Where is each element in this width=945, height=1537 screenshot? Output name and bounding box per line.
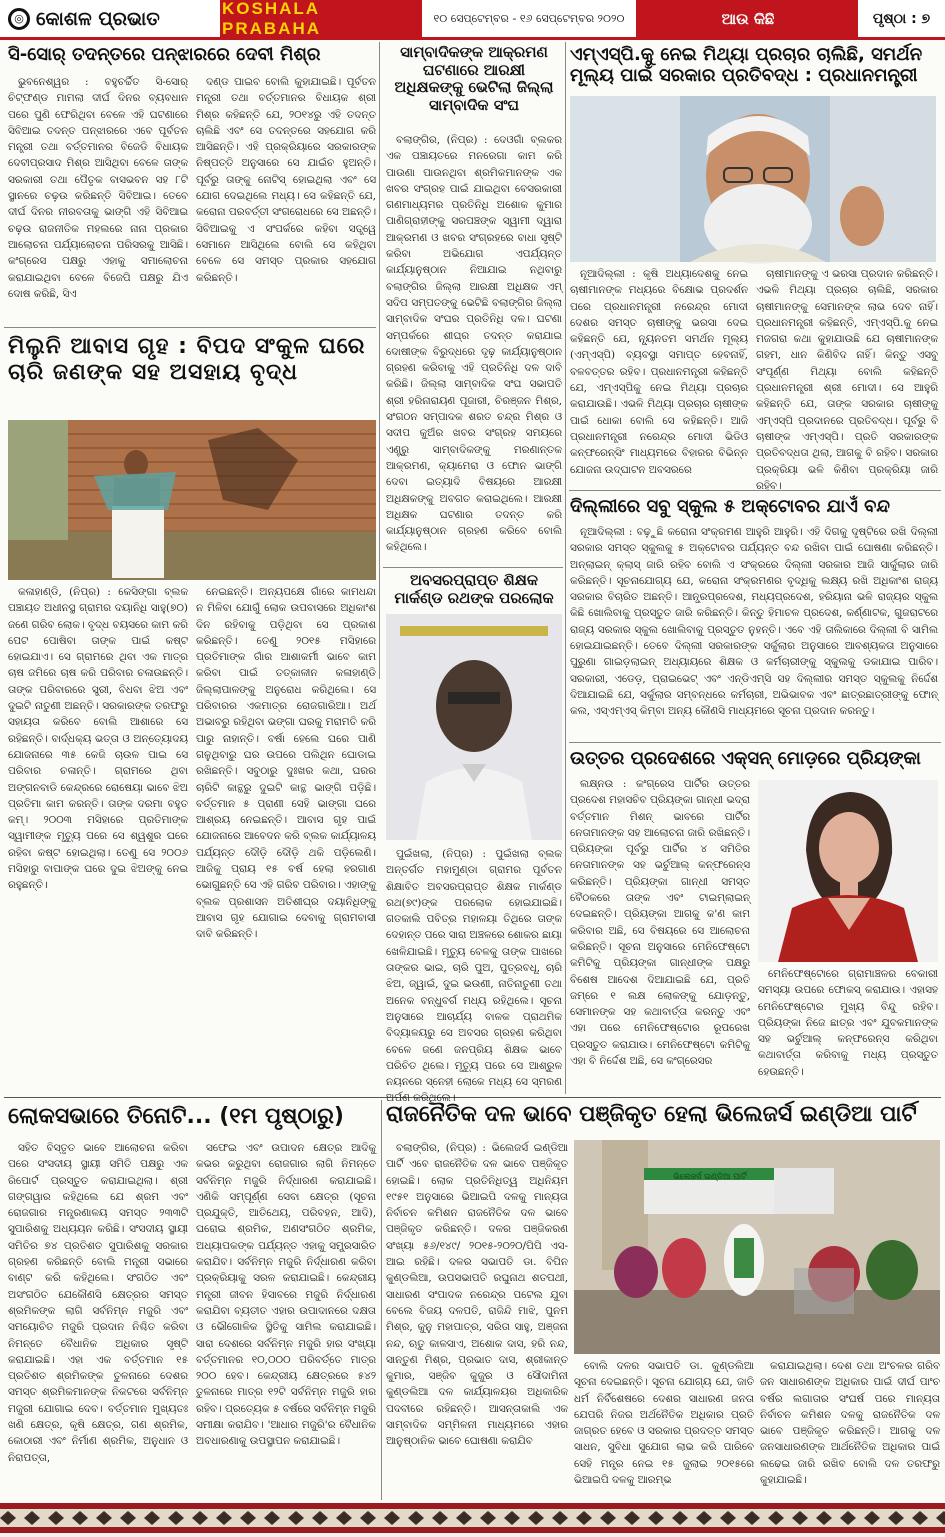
article-paragraph: ନେଇଛନ୍ତି। ଅନ୍ୟପକ୍ଷେ ଗାଁରେ କାମଧନ୍ଦା ନ ମିଳିବା ଯୋଗୁଁ ଲୋକ ଉପବାସରେ ଅଧିକାଂଶ ଦିନ ରହିବାକୁ ପଡ଼ିଥିବା ସେ ପ୍ରକାଶ କରିଛନ୍ତି। ତେଣୁ ୨୦୧୫ ମସିହାରେ ପ୍ରତିମାଙ୍କ ଗାଁର ଆଶାକର୍ମୀ ଭାବେ କାମ କରିବା ପାଇଁ ତତ୍କାଳୀନ କଳାହାଣ୍ଡି ଜିଲ୍ଲାପାଳଙ୍କୁ ଅନୁରୋଧ କରିଥିଲେ। ସେ ପରିବାରର ଏକମାତ୍ର ରୋଜଗାରିଆ। ଅର୍ଥ ଅଭାବରୁ ରହିଥିବା ଭଙ୍ଗା ଘରକୁ ମରାମତି କରି ପାରୁ ନାହାନ୍ତି। ବର୍ଷା ହେଲେ ଘରେ ପାଣି ଗଳୁଥିବାରୁ ଘର ଉପରେ ପଲିଥିନ ଘୋଡାଇ ରଖିଛନ୍ତି। ସବୁଠାରୁ ଦୁଃଖର କଥା, ଘରର ଚାରିଟି କାନ୍ଥରୁ ଦୁଇଟି କାନ୍ଥ ଭାଙ୍ଗି ପଡ଼ିଛି। ବର୍ତ୍ତମାନ ୫ ପ୍ରାଣୀ ସେହି ଭାଙ୍ଗା ଘରେ ଆଶ୍ରୟ ନେଇଛନ୍ତି। ଆବାସ ଗୃହ ପାଇଁ ଯୋଜନାରେ ଆବେଦନ କରି ବ୍ଲକ କାର୍ଯ୍ୟାଳୟ ପର୍ଯ୍ୟନ୍ତ ଦୌଡ଼ି ଦୌଡ଼ି ଥକି ପଡ଼ିଲେଣି। ଆଜିକୁ ପ୍ରାୟ ୧୫ ବର୍ଷ ହେଲା ହରଗାଣ ଭୋଗୁଛନ୍ତି ସେ ଏହି ଗରିବ ପରିବାର। ଏହାଙ୍କୁ ବ୍ଲକ ପ୍ରଶାସନ ଅତିଶୀଘ୍ର ଦୟାନିଧିଙ୍କୁ ଆବାସ ଗୃହ ଯୋଗାଇ ଦେବାକୁ ଗ୍ରାମବାସୀ ଦାବି କରିଛନ୍ତି। — [196, 586, 376, 941]
headline: ଦିଲ୍ଲୀରେ ସବୁ ସ୍କୁଲ ୫ ଅକ୍ଟୋବର ଯାଏଁ ବନ୍ଦ — [570, 496, 890, 517]
article-body — [196, 584, 376, 1096]
article-paragraph: ସଫେଇ ଏବଂ ଉପାଦନ କ୍ଷେତ୍ର ଆଦିକୁ କଭର କରୁଥିବା ରୋଜଗାର ଲାଗି ନିମନ୍ତେ ସର୍ବନିମ୍ନ ମଜୁରି ନିର୍ଦ୍ଧାରଣ କରାଯାଇଛି। ଏଣିକି ସମ୍ପୂର୍ଣ୍ଣ ସେବା କ୍ଷେତ୍ର (ସୂଚନା ପ୍ରଯୁକ୍ତି, ଆତିଥେୟ, ପରିବହନ, ଆଦି), ଘରୋଇ ଶ୍ରମିକ, ଅଣସଂଗଠିତ ଶ୍ରମିକ, ଅଧ୍ୟାପକଙ୍କ ପର୍ଯ୍ୟନ୍ତ ଏହାକୁ ସମ୍ପ୍ରସାରିତ କରାଯିବ। ସର୍ବନିମ୍ନ ମଜୁରି ନିର୍ଦ୍ଧାରଣ କରିବା ପ୍ରକ୍ରିୟାକୁ ସରଳ କରାଯାଇଛି। କେନ୍ଦ୍ରୀୟ ମନ୍ତ୍ରୀ ଜୀବନ ହିସାବରେ ମଜୁରି ନିର୍ଦ୍ଧାରଣ କରାଯିବା ବ୍ୟତୀତ ଏହାର ଉପାଦାନରେ ଦକ୍ଷତା ଓ ଭୌଗୋଳିକ ସ୍ଥିତିକୁ ସାମିଲ କରାଯାଇଛି। ସାରା ଦେଶରେ ସର୍ବନିମ୍ନ ମଜୁରି ହାର ସଂଖ୍ୟା ବର୍ତ୍ତମାନର ୧୦,୦୦୦ ପରିବର୍ତ୍ତେ ମାତ୍ର ୨୦୦ ହେବ। କେନ୍ଦ୍ରୀୟ କ୍ଷେତ୍ରରେ ୫୪୨ ତୁଳନାରେ ମାତ୍ର ୧୨ଟି ସର୍ବନିମ୍ନ ମଜୁରି ହାର ରହିବ। ପ୍ରତ୍ୟେକ ୫ ବର୍ଷରେ ସର୍ବନିମ୍ନ ମଜୁରି ସମୀକ୍ଷା କରାଯିବ। 'ଆଧାର ମଜୁରି'ର ବୈଧାନିକ ଅବଧାରଣାକୁ ଉପସ୍ଥାପନ କରାଯାଇଛି। — [196, 1142, 376, 1448]
article-paragraph: ମେନିଫେଷ୍ଟୋରେ ଗ୍ରାମାଞ୍ଚଳର ବେକାରୀ ସମସ୍ୟା ଉପରେ ଫୋକସ୍ କରାଯାଉ। ଏହାସହ ମେନିଫେଷ୍ଟୋର ମୁଖ୍ୟ ବିନ୍ଦୁ ରହିବ। ପ୍ରିୟଙ୍କା ନିଜେ ଛାତ୍ର ଏବଂ ଯୁବକମାନଙ୍କ ସହ ଭର୍ଚୁଆଲ୍ କନ୍‌ଫରେନ୍ସ କରିଥିବା କଥାବାର୍ତ୍ତା କରିବାକୁ ମଧ୍ୟ ପ୍ରସ୍ତୁତ ହେଉଛନ୍ତି। — [758, 968, 938, 1078]
article-paragraph: କଳାହାଣ୍ଡି, (ନିପ୍ର) : କେସିଙ୍ଗା ବ୍ଲକ ପଞ୍ଚାୟତ ଅଧୀନସ୍ଥ ଗ୍ରାମର ଦୟାନିଧି ସାହୁ(୭୦) ଜଣେ ଗରିବ ଲୋକ। ବୃଦ୍ଧ ବୟସରେ କାମ କରି ପେଟ ପୋଷିବା ତାଙ୍କ ପାଇଁ କଷ୍ଟ ହୋଇଯାଏ। ସେ ଗ୍ରାମରେ ଥିବା ଏକ ମାତ୍ର ଚାଷ ଜମିରେ ଚାଷ କରି ପରିବାର ଚଳାଉଛନ୍ତି। ତାଙ୍କ ପରିବାରରେ ସ୍ତ୍ରୀ, ବିଧବା ଝିଅ ଏବଂ ଦୁଇଟି ନାତୁଣୀ ଅଛନ୍ତି। ସରକାରଙ୍କ ତରଫରୁ ସହାୟତା କରିବେ ବୋଲି ଆଶାରେ ସେ ରହିଛନ୍ତି। ବାର୍ଦ୍ଧକ୍ୟ ଭତ୍ତା ଓ ଅନ୍ତ୍ୟୋଦୟ ଯୋଜନାରେ ୩୫ କେଜି ଚାଉଳ ପାଇ ସେ ପରିବାର ଚଳାନ୍ତି। ଗ୍ରାମରେ ଥିବା ଅଙ୍ଗନବାଡି କେନ୍ଦ୍ରରେ ରୋଷେୟା ଭାବେ ଝିଅ ପ୍ରତିମା କାମ କରନ୍ତି। ତାଙ୍କ ଦରମା ବହୁତ କମ୍। ୨୦୦୩ ମସିହାରେ ପ୍ରତିମାଙ୍କ ସ୍ୱାମୀଙ୍କ ମୃତ୍ୟୁ ପରେ ସେ ଶ୍ୱଶୁର ଘରେ ରହିବା କଷ୍ଟ ହୋଇଥିଲା। ତେଣୁ ସେ ୨୦୦୬ ମସିହାରୁ ବାପାଙ୍କ ଘରେ ଦୁଇ ଝିଅଙ୍କୁ ନେଇ ରହୁଛନ୍ତି। — [8, 586, 188, 892]
article-paragraph: ବୋଲି ଦଳର ସଭାପତି ଡା. କୁଣ୍ଡଲିଆ ସୂଚନା ଦେଇଛନ୍ତି। ସୂଚନା ଯୋଗ୍ୟ ଯେ, ଜାତି ଧର୍ମ ନିର୍ବିଶେଷରେ ଦେଶର ସାଧାରଣ ଜନତା ଯେପରି ନିଜର ଅର୍ଥନୈତିକ ଅଧିକାର ପ୍ରତି ଜାଗ୍ରତ ହେବେ ଓ ସରକାର ପ୍ରଦତ୍ତ ସମସ୍ତ ସାଧନ, ସୁବିଧା ସୁଯୋଗ ଲାଭ କରି ପାରିବେ ସେହି ମନ୍ତ୍ର ନେଇ ୧୫ ଜୁଲାଇ ୨୦୧୫ରେ ଭିଆଇପି ଦଳକୁ ଆରମ୍ଭ — [574, 1360, 754, 1487]
article-paragraph: ପୁଇଁଖଲା, (ନିପ୍ର) : ପୁଇଁଖଲା ବ୍ଲକ ଅନ୍ତର୍ଗତ ମହାମୁଣ୍ଡା ଗ୍ରାମର ପୂର୍ବତନ ଶିକ୍ଷାବିତ ଅବସରପ୍ରାପ୍ତ ଶିକ୍ଷକ ମାର୍କଣ୍ଡ ରଥ(୭୯)ଙ୍କ ପରଲୋକ ହୋଇଯାଇଛି। ଗତକାଲି ପବିତ୍ର ମହାଳୟା ତିଥିରେ ତାଙ୍କ ଦେହାନ୍ତ ପରେ ସାରା ଅଞ୍ଚଳରେ ଶୋକର ଛାୟା ଖେଳିଯାଇଛି। ମୃତ୍ୟୁ ବେଳକୁ ତାଙ୍କ ପାଖରେ ତାଙ୍କର ଭାଇ, ଚାରି ପୁଅ, ପୁତ୍ରବଧୂ, ଚାରି ଝିଅ, ଜ୍ୱାଇଁ, ଦୁଇ ଭଉଣୀ, ନାତିନାତୁଣୀ ତଥା ଅନେକ ବନ୍ଧୁବର୍ଗ ମଧ୍ୟ ରହିଥିଲେ। ସୂଚନା ଅନୁସାରେ ଆଚାର୍ଯ୍ୟ ବାଳକ ପ୍ରାଥମିକ ବିଦ୍ୟାଳୟରୁ ସେ ଅବସର ଗ୍ରହଣ କରିଥିବା ବେଳେ ଜଣେ ଜନପ୍ରିୟ ଶିକ୍ଷକ ଭାବେ ପରିଚିତ ଥିଲେ। ମୃତ୍ୟୁ ପରେ ସେ ଆଶ୍ରୁଳ ନୟନରେ ସ୍ନେହୀ ଲୋକେ ମଧ୍ୟ ସେ ସ୍ମରଣ ଅର୍ପଣ କରିଥିଲେ। — [386, 848, 562, 1105]
row-rule — [4, 327, 376, 328]
column-rule — [379, 42, 380, 679]
article-paragraph: ଲକ୍ଷ୍ନଉ : କଂଗ୍ରେସ ପାର୍ଟିର ଉତ୍ତର ପ୍ରଦେଶ ମହାସଚିବ ପ୍ରିୟଙ୍କା ଗାନ୍ଧୀ ଭଦ୍ରା ବର୍ତ୍ତମାନ ମିଶନ୍ ଭାବରେ ପାର୍ଟିର ନେତାମାନଙ୍କ ସହ ଆଲୋଚନା ଜାରି ରଖିଛନ୍ତି। ପ୍ରିୟଙ୍କା ପୂର୍ବରୁ ପାର୍ଟିର ୪ ସମିତିର ନେତାମାନଙ୍କ ସହ ଭର୍ଚୁଆଲ୍ କନ୍‌ଫରେନ୍ସ କରିଛନ୍ତି। ପ୍ରିୟଙ୍କା ଗାନ୍ଧୀ ସମସ୍ତ ବୈଠକରେ ତାଙ୍କ ଏବଂ ଟାଇମ୍‌ଲାଇନ୍ ଦେଇଛନ୍ତି। ପ୍ରିୟଙ୍କା ଆଗକୁ କ'ଣ କାମ କରିବାର ଅଛି, ସେ ବିଷୟରେ ସେ ଆଲୋଚନା କରିଛନ୍ତି। ସୂଚନା ଅନୁସାରେ ମେନିଫେଷ୍ଟୋ କମିଟିକୁ ପ୍ରିୟଙ୍କା ଗାନ୍ଧୀଙ୍କ ପକ୍ଷରୁ ବିଶେଷ ଆଦେଶ ଦିଆଯାଇଛି ଯେ, ପ୍ରତି ଜମ୍‌ରେ ୧ ଲକ୍ଷ ଲୋକଙ୍କୁ ଯୋଡ଼ନ୍ତୁ, ସେମାନଙ୍କ ସହ କଥାବାର୍ତ୍ତା କରନ୍ତୁ ଏବଂ ଏହା ପରେ ମେନିଫେଷ୍ଟୋର ରୂପରେଖ ପ୍ରସ୍ତୁତ କରାଯାଉ। ମେନିଫେଷ୍ଟୋ କମିଟିକୁ ଏହା ବି ନିର୍ଦ୍ଦେଶ ଅଛି, ସେ କଂଗ୍ରେସର — [570, 778, 750, 1068]
section-name: ଆଉ କିଛି — [638, 0, 858, 37]
article-body — [760, 1358, 940, 1500]
masthead-title: KOSHALA PRABAHA — [222, 0, 422, 37]
column-rule — [381, 1100, 382, 1500]
headline: ସାମ୍ବାଦିକଙ୍କ ଆକ୍ରମଣ ଘଟଣାରେ ଆରକ୍ଷୀ ଅଧିକ୍ଷକଙ୍କୁ ଭେଟିଲା ଜିଲ୍ଲା ସାମ୍ବାଦିକ ସଂଘ — [394, 43, 554, 115]
article-paragraph: ସହିତ ବିସ୍ତୃତ ଭାବେ ଆଲୋଚନା କରିବା ପରେ ସଂସଦୀୟ ସ୍ଥାୟୀ ସମିତି ପକ୍ଷରୁ ଏକ ରିପୋର୍ଟ ପ୍ରସ୍ତୁତ କରାଯାଇଥିଲା। ଶ୍ରୀ ଗଙ୍ଗୱାର କହିଥିଲେ ଯେ ଶ୍ରମ ଏବଂ ରୋଜଗାର ମନ୍ତ୍ରଣାଳୟ ସମସ୍ତ ୨୩୩ଟି ସୁପାରିଶକୁ ଅଧ୍ୟୟନ କରିଛି। ସଂସଦୀୟ ସ୍ଥାୟୀ ସମିତିର ୭୪ ପ୍ରତିଶତ ସୁପାରିଶକୁ ସରକାର ଗ୍ରହଣ କରିଛନ୍ତି ବୋଲି ମନ୍ତ୍ରୀ ସଭାରେ ବାଣ୍ଟ କରି କହିଥିଲେ। ସଂଗଠିତ ଏବଂ ଅସଂଗଠିତ ଯେକୌଣସି କ୍ଷେତ୍ରର ସମସ୍ତ ଶ୍ରମିକଙ୍କ ଲାଗି ସର୍ବନିମ୍ନ ମଜୁରି ଏବଂ ସମୟୋଚିତ ମଜୁରି ପ୍ରଦାନ ନିଶ୍ଚିତ କରିବା ନିମନ୍ତେ ବୈଧାନିକ ଅଧିକାର ସୃଷ୍ଟି କରାଯାଇଛି। ଏହା ଏକ ବର୍ତ୍ତମାନ ୧୫ ପ୍ରତିଶତ ଶ୍ରମିକଙ୍କ ତୁଳନାରେ ଦେଶର ସମସ୍ତ ଶ୍ରମିକମାନଙ୍କ ନିକଟରେ ସର୍ବନିମ୍ନ ମଜୁରୀ ଯୋଗାଇ ଦେବ। ବର୍ତ୍ତମାନ ମୁଖ୍ୟତଃ ଖଣି କ୍ଷେତ୍ର, କୃଷି କ୍ଷେତ୍ର, ଗଣ ଶ୍ରମିକ, କୋଠାରୀ ଏବଂ ନିର୍ମାଣ ଶ୍ରମିକ, ଅନୁଧାନ ଓ ନିରାପତ୍ତା, — [8, 1142, 188, 1464]
masthead — [0, 0, 945, 40]
obituary-portrait-image — [386, 614, 562, 840]
row-rule — [383, 567, 563, 568]
article-paragraph: ଦଣ୍ଡ ପାଇବ ବୋଲି କୁହାଯାଇଛି। ପୂର୍ବତନ ମନ୍ତ୍ରୀ ତଥା ବର୍ତ୍ତମାନର ବିଧାୟକ ଶ୍ରୀ ମିଶ୍ର କହିଛନ୍ତି ଯେ, ୨୦୧୪ରୁ ଏହି ତଦନ୍ତ ଚାଲିଛି ଏବଂ ସେ ତଦନ୍ତରେ ସହଯୋଗ କରି ଆସିଛନ୍ତି। ଏହି ପ୍ରକ୍ରିୟାରେ ସରକାରଙ୍କ ନିଷ୍ପତ୍ତି ଅନୁସାରେ ସେ ଯାଇଁଚ ହୁଅନ୍ତି। ପୂର୍ବରୁ ତାଙ୍କୁ ନୋଟିସ୍ ହୋଇଥିଲା ଏବଂ ସେ ଯୋଗ ଦେଇଥିଲେ ମଧ୍ୟ। ସେ କହିଛନ୍ତି ଯେ, କରୋନା ପରବର୍ତ୍ତୀ ସଂଗରୋଧରେ ସେ ଅଛନ୍ତି। ସିବିଆଇକୁ ଏ ସଂପର୍କରେ କହିବା ସତ୍ତ୍ୱେ ସେମାନେ ଆସିଥିଲେ ବୋଲି ସେ କହିଥିବା ବେଳେ ସେ ସମସ୍ତ ପ୍ରକାର ସହଯୋଗ କରିଛନ୍ତି। — [196, 76, 376, 284]
headline: ଏମ୍‌ଏସ୍‌ପି.କୁ ନେଇ ମିଥ୍ୟା ପ୍ରଚାର ଚାଲିଛି, ସମର୍ଥନ ମୂଲ୍ୟ ପାଇଁ ସରକାର ପ୍ରତିବଦ୍ଧ : ପ୍ରଧାନମନ୍ତ୍ରୀ — [570, 44, 923, 87]
emblem-icon: ◎ — [8, 8, 30, 30]
article-body — [758, 966, 938, 1094]
article-body — [196, 74, 376, 324]
headline: ସି-ସୋର୍ ତଦନ୍ତରେ ପନ୍ଝାରରେ ଦେବୀ ମିଶ୍ର — [8, 44, 321, 65]
priyanka-photo-image — [758, 780, 938, 962]
article-body — [756, 266, 938, 492]
priyanka-photo — [758, 780, 938, 962]
headline: ଅବସରପ୍ରାପ୍ତ ଶିକ୍ଷକ ମାର୍କଣ୍ଡ ରଥଙ୍କ ପରଲୋକ — [394, 571, 554, 607]
article-body — [570, 776, 750, 1094]
article-body — [570, 266, 748, 488]
article-body — [574, 1358, 754, 1500]
article-body — [386, 1140, 568, 1500]
pm-photo — [570, 96, 936, 262]
article-body — [196, 1140, 376, 1500]
issue-date: ୧୦ ସେପ୍ଟେମ୍ବର - ୧୬ ସେପ୍ଟେମ୍ବର ୨୦୨୦ — [422, 0, 638, 37]
article-paragraph: କରାଯାଇଥିଲା। ଦେଶ ତଥା ଅଂଚଳର ଗରିବ ଜନ ସାଧାରଣଙ୍କ ଅଧିକାର ପାଇଁ ଦୀର୍ଘ ପାଂଚ ବର୍ଷର ଲଗାତାର ସଂଘର୍ଷ ପରେ ମାନ୍ୟତା ନିର୍ବାଚନ କମିଶନ ଦଳକୁ ରାଜନୈତିକ ଦଳ ଭାବେ ପଞ୍ଜିକୃତ କରିଛନ୍ତି। ଆଗକୁ ଦଳ ଜନସାଧାରଣଙ୍କ ଆର୍ଥନୈତିକ ଅଧିକାର ପାଇଁ ଲଢେଇ ଜାରି ରଖିବ ବୋଲି ଦଳ ତରଫରୁ କୁହାଯାଇଛି। — [760, 1360, 940, 1487]
row-rule — [569, 742, 941, 743]
logo-text: କୋଶଳ ପ୍ରଭାତ — [36, 7, 160, 30]
house-photo-image — [8, 420, 376, 580]
footer-decoration — [0, 1503, 945, 1533]
masthead-logo — [0, 0, 222, 37]
column-rule — [565, 42, 566, 1094]
article-body — [570, 524, 938, 740]
article-body — [8, 74, 188, 324]
pm-photo-image — [570, 96, 936, 262]
party-meeting-photo — [574, 1140, 940, 1354]
article-body — [386, 846, 562, 1105]
article-paragraph: ନୂଆଦିଲ୍ଲୀ : କୃଷି ଅଧ୍ୟାଦେଶକୁ ନେଇ ଚାଷୀମାନଙ୍କ ମଧ୍ୟରେ ବିକ୍ଷୋଭ ପ୍ରଦର୍ଶନ ପରେ ପ୍ରଧାନମନ୍ତ୍ରୀ ନରେନ୍ଦ୍ର ମୋଦୀ ଦେଶର ସମସ୍ତ ଚାଷୀଙ୍କୁ ଭରସା ଦେଇ କହିଛନ୍ତି ଯେ, ନ୍ୟୂନତମ ସମର୍ଥନ ମୂଲ୍ୟ (ଏମ୍‌ଏସ୍‌ପି) ବ୍ୟବସ୍ଥା ସମାପ୍ତ ହେବନାହିଁ, ବଳବତ୍ତର ରହିବ। ପ୍ରଧାନମନ୍ତ୍ରୀ କହିଛନ୍ତି ଯେ, ଏମ୍‌ଏସ୍‌ପିକୁ ନେଇ ମିଥ୍ୟା ପ୍ରଚାର କରାଯାଉଛି। ଏଭଳି ମିଥ୍ୟା ପ୍ରଚାର ଚାଷୀଙ୍କ ପାଇଁ ଧୋକା ବୋଲି ସେ କହିଛନ୍ତି। ଆଜି ପ୍ରଧାନମନ୍ତ୍ରୀ ନରେନ୍ଦ୍ର ମୋଦୀ ଭିଡିଓ କନ୍‌ଫରେନ୍ସିଂ ମାଧ୍ୟମରେ ବିହାରର ବିଭିନ୍ନ ଯୋଜନା ଉଦ୍‌ଘାଟନ ଅବସରରେ — [570, 268, 748, 476]
headline: ମିଲୁନି ଆବାସ ଗୃହ : ବିପଦ ସଂକୁଳ ଘରେ ଚାରି ଜଣଙ୍କ ସହ ଅସହାୟ ବୃଦ୍ଧ — [8, 334, 366, 385]
pattern-border-icon — [0, 1503, 945, 1533]
article-paragraph: ବଲାଙ୍ଗିର, (ନିପ୍ର) : ଭିଲେଜର୍ସ ଇଣ୍ଡିଆ ପାର୍ଟି ଏବେ ରାଜନୈତିକ ଦଳ ଭାବେ ପଞ୍ଜିକୃତ ହୋଇଛି। ଲୋକ ପ୍ରତିନିଧିତ୍ୱ ଅଧିନିୟମ ୧୯୫୧ ଅନୁସାରେ ଭିଆଇପି ଦଳକୁ ମାନ୍ୟତା ନିର୍ବାଚନ କମିଶନ ରାଜନୈତିକ ଦଳ ଭାବେ ପଞ୍ଜିକୃତ କରିଛନ୍ତି। ଦଳର ପଞ୍ଜିକରଣ ସଂଖ୍ୟା ୫୬/୧୪୯/ ୨୦୧୫-୨୦୨୦/ପିପି ଏସ-ଆଇ ରହିଛି। ଦଳର ସଭାପତି ଡା. ବିପିନ କୁଣ୍ଡଲିଆ, ଉପସଭାପତି ରଘୁନାଥ ଶତପଥୀ, ସାଧାରଣ ସଂପାଦକ ନରେନ୍ଦ୍ର ପଟେଲ ଯୁବା ବେଲେ ବିଜୟ ଦଳପତି, ରାଜିନ୍ଦି ମାଝି, ପୁନମ ମିଶ୍ର, କୁନୁ ମହାପାତ୍ର, ସରିତା ସାହୁ, ଅଞ୍ଜନା ନନ୍ଦ, ଋତୁ କାଳସାଏ, ଅଶୋକ ଦାସ, ହରି ନନ୍ଦ, ସାନ୍ତୁଣ ମିଶ୍ର, ପ୍ରଭାତ ଦାସ, ଶ୍ରୀକାନ୍ତ କୁମାର, ସଞ୍ଜିବ କୁଜୁର ଓ ସୌଦାମିନୀ କୁଣ୍ଡଲିଆ ଦଳ କାର୍ଯ୍ୟାଳୟର ଅଧିକାରିକ ପଦବୀରେ ରହିଛନ୍ତି। ଆସନ୍ତାକାଲି ଏକ ସାମ୍ବାଦିକ ସମ୍ମିଳନୀ ମାଧ୍ୟମରେ ଏହାର ଆନୁଷ୍ଠାନିକ ଭାବେ ଘୋଷଣା କରାଯିବ — [386, 1142, 568, 1448]
page-number: ପୃଷ୍ଠା : ୭ — [858, 0, 945, 37]
article-body — [8, 584, 188, 1096]
headline: ଉତ୍ତର ପ୍ରଦେଶରେ ଏକ୍ସନ୍ ମୋଡ଼ରେ ପ୍ରିୟଙ୍କା — [570, 748, 921, 769]
article-paragraph: ଚାଷୀମାନଙ୍କୁ ଏ ଭରସା ପ୍ରଦାନ କରିଛନ୍ତି। ଏଭଳି ମିଥ୍ୟା ପ୍ରଚାର ଚାଲିଛି, ସରକାର ଚାଷୀମାନଙ୍କୁ ସେମାନଙ୍କ ଲାଭ ଦେବ ନାହିଁ। ପ୍ରଧାନମନ୍ତ୍ରୀ କହିଛନ୍ତି, ଏମ୍‌ଏସ୍‌ପି.କୁ ନେଇ ମଜଗରା କଥା କୁହାଯାଉଛି ଯେ ଚାଷୀମାନଙ୍କ ଗହମ, ଧାନ କିଣିବିଦ ନାହିଁ। କିନ୍ତୁ ଏସବୁ ସଂପୂର୍ଣ୍ଣ ମିଥ୍ୟା ବୋଲି କହିଛନ୍ତି ପ୍ରଧାନମନ୍ତ୍ରୀ ଶ୍ରୀ ମୋଦୀ। ସେ ଆହୁରି କହିଛନ୍ତି ଯେ, ତାଙ୍କ ସରକାର ଚାଷୀଙ୍କୁ ଏମ୍‌ଏସ୍‌ପି ପ୍ରଦାନରେ ପ୍ରତିବଦ୍ଧ। ପୂର୍ବରୁ ବି ଚାଷୀଙ୍କ ଏମ୍‌ଏସ୍‌ପି। ପ୍ରତି ସରକାରଙ୍କ ପ୍ରତିବଦ୍ଧତା ଥିଲା, ଆଗକୁ ବି ରହିବ। ସରକାର ପ୍ରକ୍ରିୟା ଭଳି କିଣିବା ପ୍ରକ୍ରିୟା ଜାରି ରହିବ। — [756, 268, 938, 492]
article-paragraph: ବଲାଙ୍ଗିର, (ନିପ୍ର) : ଦେଓଗାଁ ବ୍ଲକର ଏକ ପଞ୍ଚାୟତରେ ମନରେଗା କାମ କରି ପାଉଣା ପାଉନଥିବା ଶ୍ରମିକମାନଙ୍କ ଏକ ଖବର ସଂଗ୍ରହ ପାଇଁ ଯାଇଥିବା ବେସରକାରୀ ଗଣମାଧ୍ୟମର ପ୍ରତିନିଧି ଅଶୋକ କୁମାର ପାଣିଗ୍ରାହୀଙ୍କୁ ସରପଞ୍ଚଙ୍କ ସ୍ୱାମୀ ଦ୍ୱାରା ଆକ୍ରମଣ ଓ ଖବର ସଂଗ୍ରହରେ ବାଧା ସୃଷ୍ଟି କରିବା ଅଭିଯୋଗ ଏପର୍ଯ୍ୟନ୍ତ କାର୍ଯ୍ୟାନୁଷ୍ଠାନ ନିଆଯାଇ ନଥିବାରୁ ବଲାଙ୍ଗିର ଜିଲ୍ଲା ଆରକ୍ଷୀ ଅଧିକ୍ଷକ ଏମ୍ ସଦିପ ସମ୍ପତଙ୍କୁ ଭେଟିଛି ବଲାଙ୍ଗିର ଜିଲ୍ଲା ସାମ୍ବାଦିକ ସଂଘର ପ୍ରତିନିଧି ଦଳ। ଘଟଣା ସମ୍ପର୍କରେ ଶୀଘ୍ର ତଦନ୍ତ କରାଯାଇ ଦୋଷୀଙ୍କ ବିରୁଦ୍ଧରେ ଦୃଢ଼ କାର୍ଯ୍ୟାନୁଷ୍ଠାନ ଗ୍ରହଣ କରିବାକୁ ଏହି ପ୍ରତିନିଧି ଦଳ ଦାବି କରିଛି। ଜିଲ୍ଲା ସାମ୍ବାଦିକ ସଂଘ ସଭାପତି ଶ୍ରୀ ହରିନାରାୟଣ ପୂଜାରୀ, ଚିରଞ୍ଜନ ମିଶ୍ର, ସଂଗଠନ ସମ୍ପାଦକ ଶରତ ଚନ୍ଦ୍ର ମିଶ୍ର ଓ ସଦୀପ କୁଅଁର ଖବର ସଂଗ୍ରହ ସମୟରେ ଏଣ୍ଟ୍ରୁ ସାମ୍ବାଦିକଙ୍କୁ ମରଣାନ୍ତକ ଆକ୍ରମଣ, କ୍ୟାମେରା ଓ ଫୋନ ଭାଙ୍ଗି ଦେବା ଇତ୍ୟାଦି ବିଷୟରେ ଆରକ୍ଷୀ ଅଧିକ୍ଷକଙ୍କୁ ଅବଗତ କରାଇଥିଲେ। ଆରକ୍ଷୀ ଅଧିକ୍ଷକ ଘଟଣାର ତଦନ୍ତ କରି କାର୍ଯ୍ୟାନୁଷ୍ଠାନ ଗ୍ରହଣ କରିବେ ବୋଲି କହିଥିଲେ। — [386, 134, 562, 554]
headline: ରାଜନୈତିକ ଦଳ ଭାବେ ପଞ୍ଜିକୃତ ହେଲା ଭିଲେଜର୍ସ ଇଣ୍ଡିଆ ପାର୍ଟି — [386, 1102, 917, 1127]
house-photo — [8, 420, 376, 580]
article-body — [8, 1140, 188, 1500]
banner-caption: ଭିଲେଜର୍ସ ଇଣ୍ଡିଆ ପାର୍ଟି — [673, 1172, 747, 1181]
obituary-portrait — [386, 614, 562, 840]
headline: ଲୋକସଭାରେ ତିନୋଟି... (୧ମ ପୃଷ୍ଠାରୁ) — [8, 1104, 344, 1129]
article-body — [386, 132, 562, 564]
article-paragraph: ଭୁବନେଶ୍ୱର : ବହୁଚର୍ଚ୍ଚିତ ସି-ସୋର୍ ଚିଟ୍‌ଫଣ୍ଡ ମାମଲା ଦୀର୍ଘ ଦିନର ବ୍ୟବଧାନ ପରେ ପୁଣି ଫେରିଥିବା ବେଳେ ଏହି ଘଟଣାରେ ସିବିଆଇ ତଦନ୍ତ ପନ୍ଝାରରେ ଏବେ ପୂର୍ବତନ ମନ୍ତ୍ରୀ ତଥା ବର୍ତ୍ତମାନର ବିଜେଡି ବିଧାୟକ ଦେବୀପ୍ରସାଦ ମିଶ୍ର ଆସିଥିବା ବେଳେ ତାଙ୍କ ସରକାରୀ ତଥା ପୈତୃକ ବାସଭବନ ସହ ୮ଟି ସ୍ଥାନରେ ଚଢ଼ଉ କରିଛନ୍ତି ସିବିଆଇ। ତେବେ ଦୀର୍ଘ ଦିନର ନୀରବତାକୁ ଭାଙ୍ଗି ଏହି ସିବିଆଇ ଚଢ଼ଉ ରାଜନୀତିକ ମହଲରେ ନାନା ପ୍ରକାର ଆଲୋଚନା ପର୍ଯ୍ୟାଲୋଚନା ପରିସରକୁ ଆସିଛି। କଂଗ୍ରେସ ପକ୍ଷରୁ ଏହାକୁ ସମାଲୋଚନା କରାଯାଇଥିବା ବେଳେ ବିଜେପି ପକ୍ଷରୁ ଯିଏ ଦୋଷ କରିଛି, ସିଏ — [8, 76, 188, 300]
article-paragraph: ନୂଆଦିଲ୍ଲୀ : ବଢ଼ୁଛି କରୋନା ସଂକ୍ରମଣ ଆହୁରି ଆହୁରି। ଏହି ଦିଗକୁ ଦୃଷ୍ଟିରେ ରଖି ଦିଲ୍ଲୀ ସରକାର ସମସ୍ତ ସ୍କୁଲକୁ ୫ ଅକ୍ଟୋବର ପର୍ଯ୍ୟନ୍ତ ବନ୍ଦ ରଖିବା ପାଇଁ ଘୋଷଣା କରିଛନ୍ତି। ଅନ୍‌ଲାଇନ୍ କ୍ଲାସ୍ ଜାରି ରହିବ ବୋଲି ଏ ସଂକ୍ରରେ ଦିଲ୍ଲୀ ସରକାର ଆଜି ସାର୍କୁଲାର ଜାରି କରିଛନ୍ତି। ସୂଚନାଯୋଗ୍ୟ ଯେ, କରୋନା ସଂକ୍ରମଣର ବୃଦ୍ଧିକୁ ଲକ୍ଷ୍ୟ ରଖି ଅଧିକାଂଶ ରାଜ୍ୟ ସରକାର ବିଚାରିତ ଅଛନ୍ତି। ଆନ୍ଧ୍ରପ୍ରଦେଶ, ମଧ୍ୟପ୍ରଦେଶ, ହରିୟାନା ଭଳି ରାଜ୍ୟର ସ୍କୁଲ କିଛି ଖୋଲିବାକୁ ପ୍ରସ୍ତୁତ ଜାରି କରିଛନ୍ତି। କିନ୍ତୁ ହିମାଚଳ ପ୍ରଦେଶ, କର୍ଣ୍ଣାଟକ, ଗୁଜରାଟରେ ରାଜ୍ୟ ସରକାର ସ୍କୁଲ ଖୋଲିବାକୁ ପ୍ରସ୍ତୁତ ନୁହନ୍ତି। ଏବେ ଏହି ତାଲିକାରେ ଦିଲ୍ଲୀ ବି ସାମିଲ ହୋଇଯାଇଛନ୍ତି। ତେବେ ଦିଲ୍ଲୀ ସରକାରଙ୍କ ସର୍କୁଲାର ଅନୁସାରେ ଆବଶ୍ୟକତା ଅନୁସାରେ ପୁରୁଣା ଗାଇଡ଼ଲାଇନ୍ ଅଧ୍ୟାୟରେ ଶିକ୍ଷକ ଓ କର୍ମଚାରୀଙ୍କୁ ସ୍କୁଲକୁ ଡକାଯାଇ ପାରିବ। ସରକାରୀ, ଏଡେଡ଼, ପ୍ରାଇଭେଟ୍ ଏବଂ ଏନ୍‌ଡିଏମ୍‌ସି ସହ ଦିଲ୍ଲୀର ସମସ୍ତ ସ୍କୁଲକୁ ନିର୍ଦ୍ଦେଶ ଦିଆଯାଇଛି ଯେ, ସର୍କୁଲାର ସମ୍ବନ୍ଧରେ କର୍ମଚାରୀ, ଅଭିଭାବକ ଏବଂ ଛାତ୍ରଛାତ୍ରୀଙ୍କୁ ଫୋନ୍ କଲ, ଏସ୍‌ଏମ୍‌ଏସ୍ କିମ୍ବା ଅନ୍ୟ କୌଣସି ମାଧ୍ୟମରେ ସୂଚନା ପ୍ରଦାନ କରନ୍ତୁ। — [570, 526, 938, 718]
